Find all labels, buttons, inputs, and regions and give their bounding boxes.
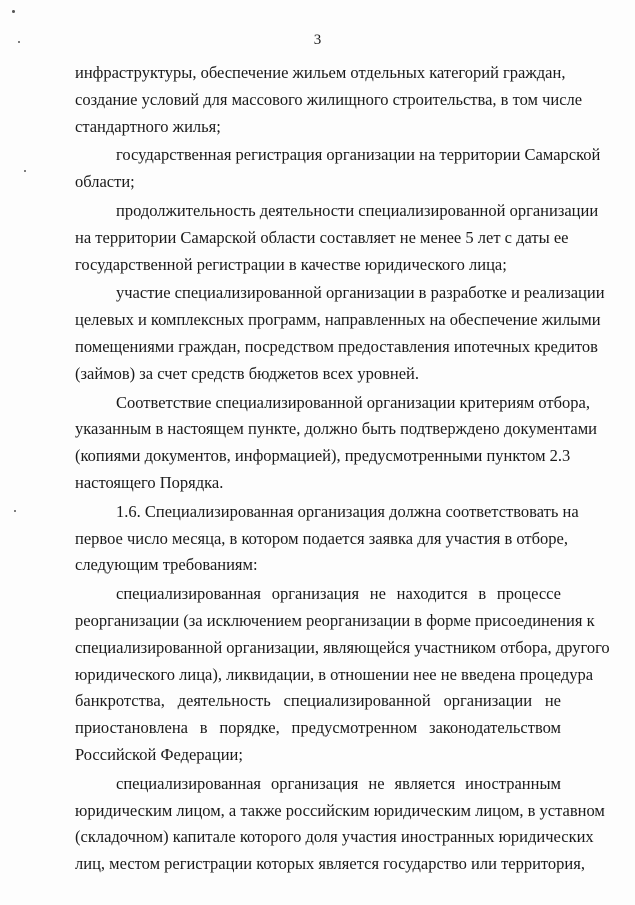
text-line: стандартного жилья; [75,116,221,136]
text-line: помещениями граждан, посредством предоставления ипотечных кредитов [75,336,598,356]
text-line: первое число месяца, в котором подается заявка для участия в отборе, [75,528,568,548]
text-line: области; [75,172,135,192]
page-number: 3 [313,32,322,48]
text-line: юридического лица), ликвидации, в отношении нее не введена процедура [75,664,594,684]
text-line: государственной регистрации в качестве юридического лица; [75,254,507,274]
document-body [75,60,610,878]
scan-speck [24,170,26,172]
text-line: продолжительность деятельности специализированной организации [116,200,599,220]
scan-speck [12,10,15,13]
text-line: юридическим лицом, а также российским юридическим лицом, в уставном [75,800,605,820]
text-line: следующим требованиям: [75,555,258,575]
text-line: настоящего Порядка. [75,472,224,492]
text-line: специализированная организация не является иностранным [116,773,561,793]
text-line: на территории Самарской области составляет не менее 5 лет с даты ее [75,227,569,247]
text-line: Российской Федерации; [75,744,243,764]
scan-speck [14,510,16,512]
text-line: инфраструктуры, обеспечение жильем отдельных категорий граждан, [75,63,566,82]
text-line: государственная регистрация организации на территории Самарской [116,145,601,165]
text-line: (копиями документов, информацией), предусмотренными пунктом 2.3 [75,446,571,466]
text-line: Соответствие специализированной организации критериям отбора, [116,392,590,412]
text-line: банкротства, деятельность специализированной организации не [75,691,561,711]
text-line: реорганизации (за исключением реорганизации в форме присоединения к [75,610,595,630]
text-line: создание условий для массового жилищного строительства, в том числе [75,89,583,109]
text-line: (складочном) капитале которого доля участия иностранных юридических [75,827,594,847]
text-line: специализированная организация не находится в процессе [116,584,561,604]
text-line: (займов) за счет средств бюджетов всех уровней. [75,363,420,383]
text-line: лиц, местом регистрации которых является государство или территория, [75,854,585,874]
text-line: целевых и комплексных программ, направленных на обеспечение жилыми [75,310,601,330]
text-line: указанным в настоящем пункте, должно быть подтверждено документами [75,419,597,439]
text-line: приостановлена в порядке, предусмотренном законодательством [75,718,561,738]
text-line: участие специализированной организации в разработке и реализации [116,283,605,303]
text-line: 1.6. Специализированная организация должна соответствовать на [116,501,579,521]
text-line: специализированной организации, являющейся участником отбора, другого [75,637,610,657]
